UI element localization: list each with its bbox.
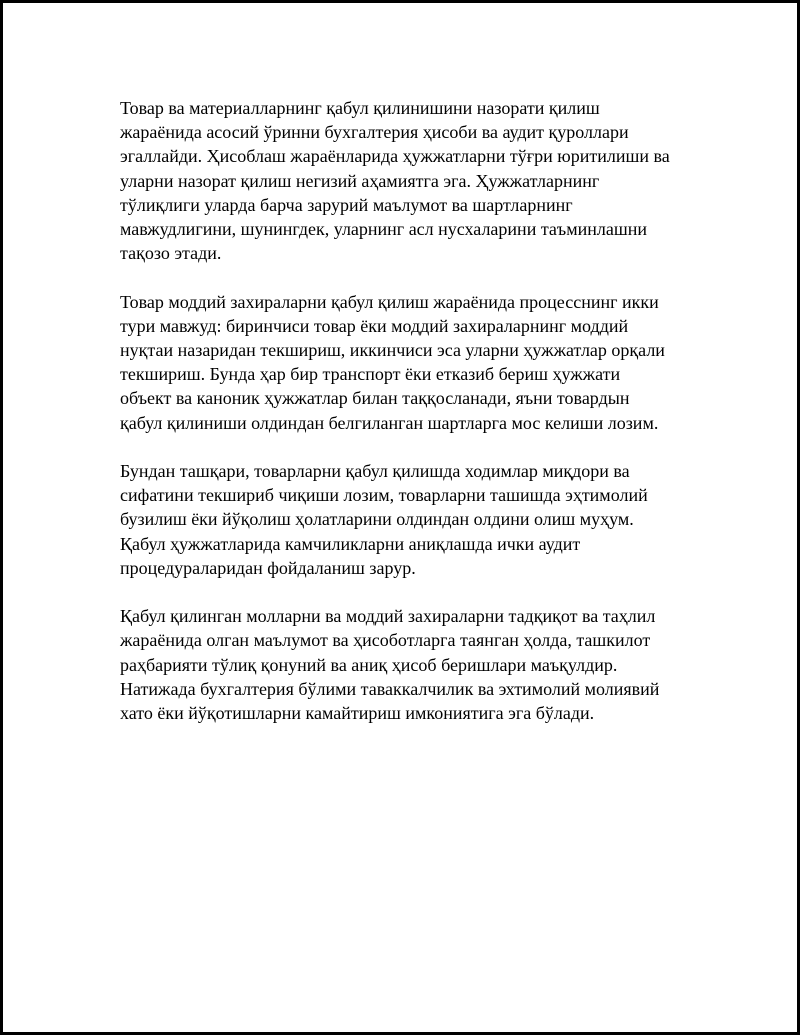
paragraph-line: жараёнида асосий ўринни бухгалтерия ҳисоби ва аудит қуроллари bbox=[120, 122, 629, 143]
paragraph-3 bbox=[120, 459, 686, 580]
paragraph-line: мавжудлигини, шунингдек, уларнинг асл нусхаларини таъминлашни bbox=[120, 219, 647, 240]
paragraph-line: сифатини текшириб чиқиши лозим, товарларни ташишда эҳтимолий bbox=[120, 485, 648, 506]
paragraph-2 bbox=[120, 290, 686, 435]
paragraph-line: тури мавжуд: биринчиси товар ёки моддий захираларнинг моддий bbox=[120, 315, 629, 336]
paragraph-line: Натижада бухгалтерия бўлими таваккалчилик ва эхтимолий молиявий bbox=[120, 678, 660, 699]
paragraph-line: процедураларидан фойдаланиш зарур. bbox=[120, 557, 416, 578]
paragraph-4 bbox=[120, 604, 686, 725]
paragraph-line: Товар ва материалларнинг қабул қилинишини назорати қилиш bbox=[120, 98, 600, 118]
paragraph-line: тақозо этади. bbox=[120, 243, 222, 264]
paragraph-line: текшириш. Бунда ҳар бир транспорт ёки етказиб бериш ҳужжати bbox=[120, 364, 621, 385]
paragraph-line: Қабул қилинган молларни ва моддий захираларни тадқиқот ва таҳлил bbox=[120, 606, 656, 627]
paragraph-line: Товар моддий захираларни қабул қилиш жараёнида процесснинг икки bbox=[120, 291, 659, 312]
document-body bbox=[120, 96, 686, 749]
paragraph-line: жараёнида олган маълумот ва ҳисоботларга таянган ҳолда, ташкилот bbox=[120, 630, 651, 651]
paragraph-line: хато ёки йўқотишларни камайтириш имкониятига эга бўлади. bbox=[120, 703, 595, 724]
paragraph-line: нуқтаи назаридан текшириш, иккинчиси эса уларни ҳужжатлар орқали bbox=[120, 340, 665, 361]
paragraph-line: объект ва каноник ҳужжатлар билан таққосланади, яъни товардын bbox=[120, 388, 630, 409]
paragraph-line: тўлиқлиги уларда барча зарурий маълумот ва шартларнинг bbox=[120, 194, 573, 215]
paragraph-line: Қабул ҳужжатларида камчиликларни аниқлашда ички аудит bbox=[120, 533, 581, 554]
paragraph-line: қабул қилиниши олдиндан белгиланган шартларга мос келиши лозим. bbox=[120, 412, 659, 433]
paragraph-line: раҳбарияти тўлиқ қонуний ва аниқ ҳисоб беришлари маъқулдир. bbox=[120, 654, 618, 675]
paragraph-line: Бундан ташқари, товарларни қабул қилишда ходимлар миқдори ва bbox=[120, 461, 630, 482]
paragraph-line: уларни назорат қилиш негизий аҳамиятга эга. Ҳужжатларнинг bbox=[120, 170, 600, 191]
paragraph-1 bbox=[120, 96, 686, 265]
paragraph-line: бузилиш ёки йўқолиш ҳолатларини олдиндан олдини олиш муҳум. bbox=[120, 509, 634, 530]
paragraph-line: эгаллайди. Ҳисоблаш жараёнларида ҳужжатларни тўғри юритилиши ва bbox=[120, 146, 670, 167]
